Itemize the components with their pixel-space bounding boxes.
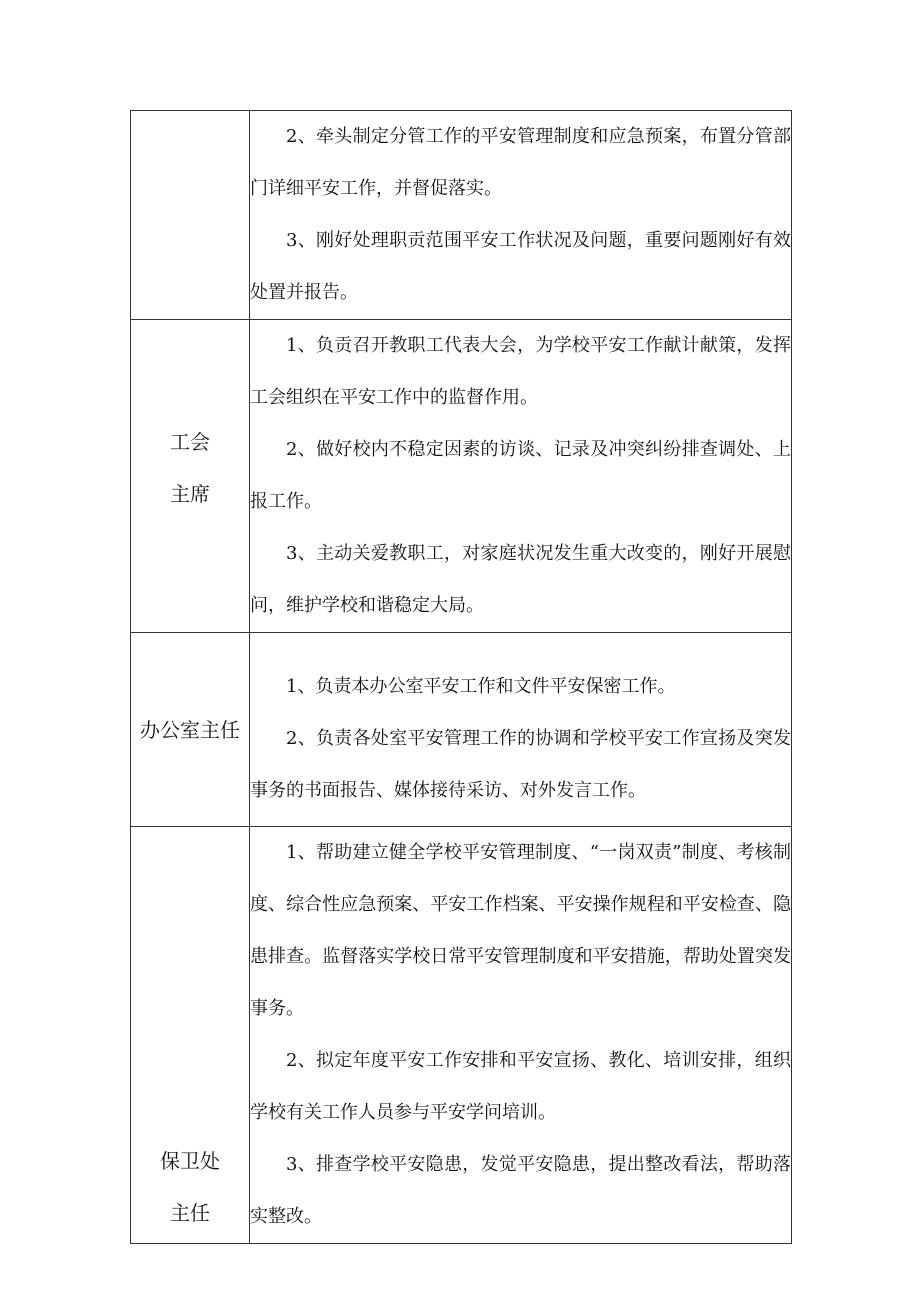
duty-cell [250,320,792,633]
duty-paragraph: 3、排查学校平安隐患，发觉平安隐患，提出整改看法，帮助落实整改。 [250,1154,791,1227]
duty-paragraph: 1、帮助建立健全学校平安管理制度、“一岗双责”制度、考核制度、综合性应急预案、平安工作档案、平安操作规程和平安检查、隐患排查。监督落实学校日常平安管理制度和平安措施，帮助处置突发事务。 [250,842,791,1019]
table-row [131,320,792,633]
duty-paragraph: 2、做好校内不稳定因素的访谈、记录及冲突纠纷排查调处、上报工作。 [250,439,791,512]
duty-paragraph: 3、刚好处理职贡范围平安工作状况及问题，重要问题刚好有效处置并报告。 [250,230,791,303]
role-cell-security-director [131,827,250,1244]
role-cell-union-chair [131,320,250,633]
role-cell-office-director [131,633,250,827]
role-title-line: 主任 [170,1201,210,1225]
duty-paragraph: 1、负责本办公室平安工作和文件平安保密工作。 [286,676,676,697]
table-row [131,633,792,827]
table-row [131,827,792,1244]
duty-cell [250,633,792,827]
duty-cell [250,111,792,320]
role-title [131,416,249,520]
duty-paragraph: 2、负责各处室平安管理工作的协调和学校平安工作宣扬及突发事务的书面报告、媒体接待采访、对外发言工作。 [250,728,791,801]
duty-paragraph: 2、拟定年度平安工作安排和平安宣扬、教化、培训安排，组织学校有关工作人员参与平安学问培训。 [250,1050,791,1123]
table-row [131,111,792,320]
duty-paragraph: 1、负贡召开教职工代表大会，为学校平安工作献计献策，发挥工会组织在平安工作中的监督作用。 [250,335,791,408]
duty-paragraph: 2、牵头制定分管工作的平安管理制度和应急预案，布置分管部门详细平安工作，并督促落实。 [250,126,791,199]
role-cell-empty [131,111,250,320]
duty-cell [250,827,792,1244]
responsibility-table [130,110,792,1244]
role-title-line: 办公室主任 [140,717,240,742]
duty-paragraph: 3、主动关爱教职工，对家庭状况发生重大改变的，刚好开展慰问，维护学校和谐稳定大局。 [250,543,791,616]
role-title-line: 保卫处 [160,1149,220,1173]
role-title [131,704,249,756]
role-title-line: 工会 [170,430,210,454]
role-title-line: 主席 [170,482,210,506]
role-title [131,1135,249,1243]
